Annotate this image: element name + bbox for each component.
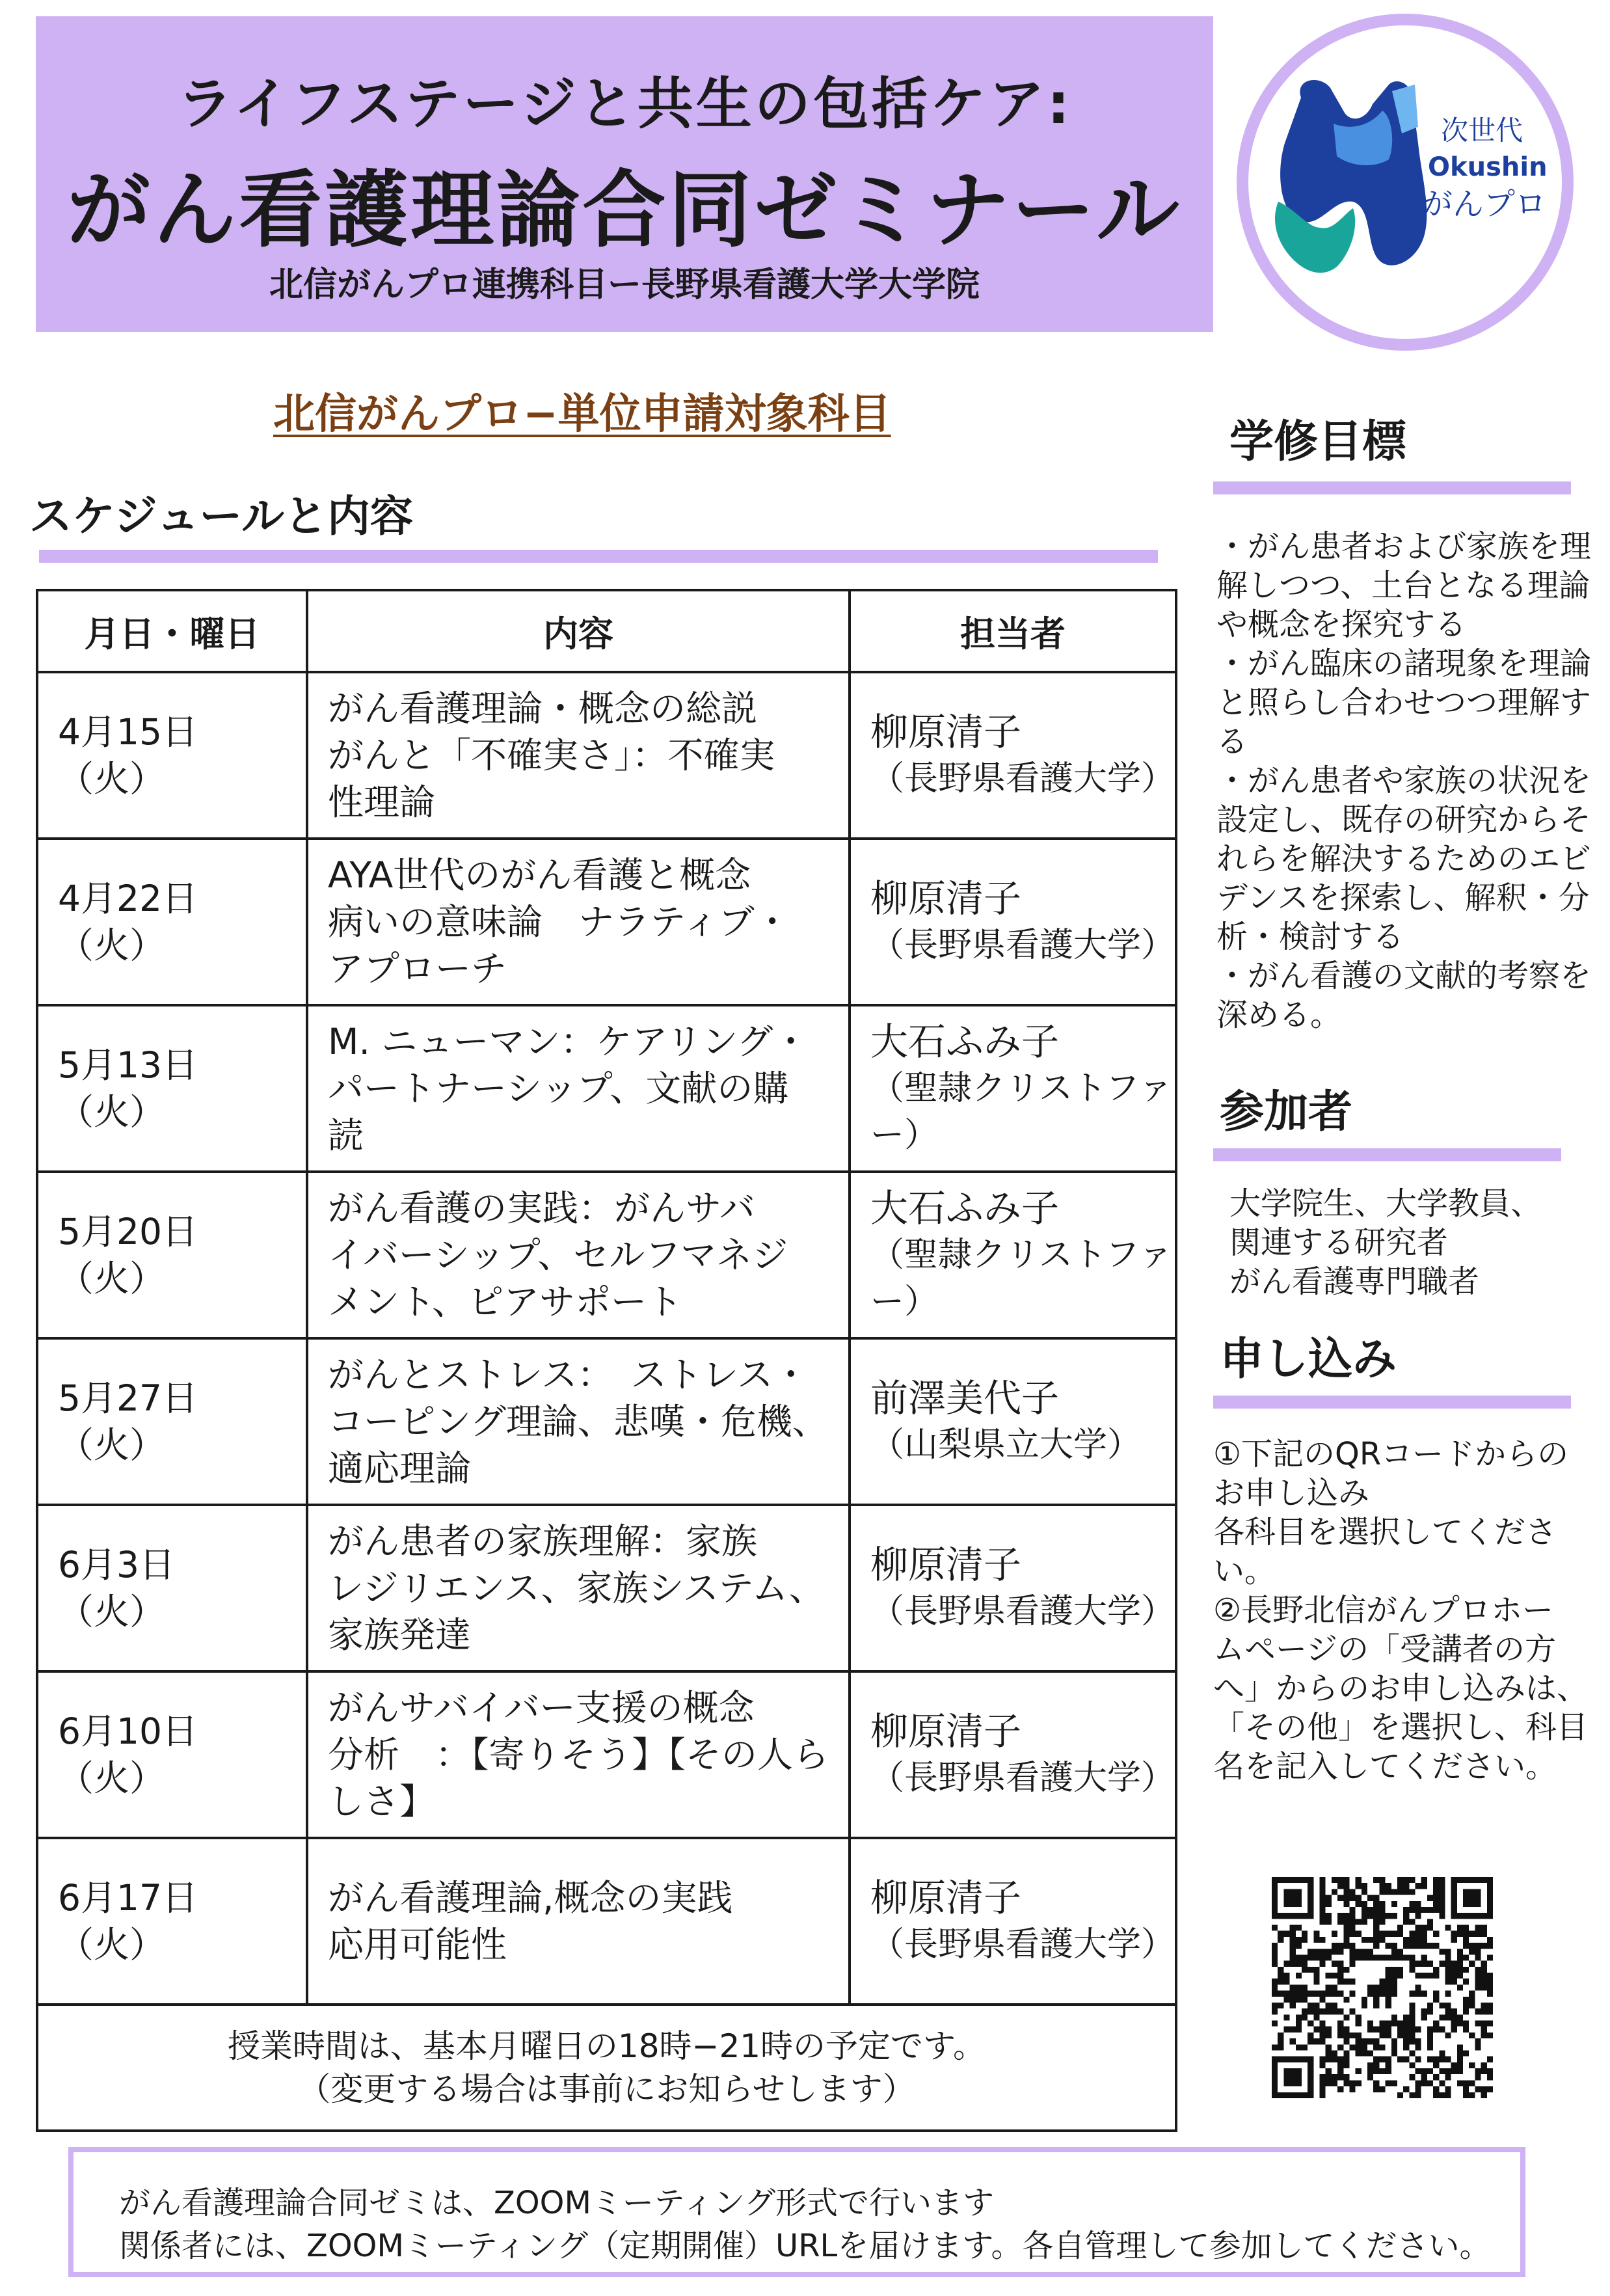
session-content-line: アプローチ [328, 948, 507, 990]
schedule-title: スケジュールと内容 [29, 491, 414, 541]
session-instructor-cell [850, 672, 1176, 839]
logo-text-3: がんプロ [1421, 186, 1547, 223]
instructor-affiliation: （長野県看護大学） [870, 1925, 1175, 1964]
session-date-cell [37, 1505, 307, 1671]
instructor-affiliation: （聖隷クリストファー） [870, 1236, 1173, 1321]
header-affiliation: 北信がんプロ連携科目ー長野県看護大学大学院 [269, 265, 980, 304]
credit-heading: 北信がんプロ−単位申請対象科目 [273, 390, 891, 439]
session-content-line: しさ】 [328, 1781, 436, 1822]
zoom-notice-line-2: 関係者には、ZOOMミーティング（定期開催）URLを届けます。各自管理して参加してください。 [119, 2228, 1491, 2264]
class-time-note [37, 2005, 1176, 2131]
session-day: （火） [58, 925, 166, 966]
application-line: 名を記入してください。 [1213, 1748, 1557, 1785]
participants-line: がん看護専門職者 [1229, 1263, 1480, 1300]
column-header-person: 担当者 [850, 590, 1176, 672]
schedule-divider [39, 550, 1158, 563]
header-banner [36, 16, 1213, 332]
session-date: 4月15日 [58, 711, 198, 753]
session-instructor-cell [850, 839, 1176, 1005]
application-instructions [1213, 1435, 1588, 1786]
goals-line: デンスを探索し、解釈・分 [1216, 880, 1590, 916]
application-line: ②長野北信がんプロホー [1213, 1592, 1554, 1628]
session-day: （火） [58, 758, 166, 800]
session-instructor-cell [850, 1505, 1176, 1671]
schedule-table [36, 589, 1177, 2132]
table-row [37, 1338, 1176, 1505]
header-title: がん看護理論合同ゼミナール [67, 162, 1182, 259]
goals-line: ・がん看護の文献的考察を [1216, 958, 1592, 994]
goals-line: ・がん患者や家族の状況を [1216, 763, 1592, 799]
instructor-name: 柳原清子 [870, 1709, 1022, 1753]
session-date: 4月22日 [58, 878, 198, 919]
column-header-content: 内容 [307, 590, 850, 672]
session-date-cell [37, 1005, 307, 1172]
application-line: へ」からのお申し込みは、 [1213, 1670, 1589, 1707]
instructor-affiliation: （長野県看護大学） [870, 759, 1175, 798]
table-row [37, 1838, 1176, 2005]
session-content-cell [307, 1338, 850, 1505]
goals-list [1216, 527, 1591, 1034]
session-date: 6月17日 [58, 1877, 198, 1919]
table-row [37, 1505, 1176, 1671]
session-date-cell [37, 1838, 307, 2005]
goals-line: 析・検討する [1216, 919, 1404, 955]
session-content-line: がんサバイバー支援の概念 [328, 1687, 755, 1729]
goals-line: や概念を探究する [1216, 606, 1467, 643]
instructor-affiliation: （長野県看護大学） [870, 1759, 1175, 1798]
session-content-line: 分析 ：【寄りそう】【その人ら [328, 1734, 829, 1776]
session-content-line: がんとストレス： ストレス・ [328, 1354, 809, 1396]
instructor-name: 大石ふみ子 [870, 1186, 1060, 1230]
session-content-cell [307, 1671, 850, 1838]
session-content-cell [307, 1172, 850, 1338]
session-day: （火） [58, 1258, 166, 1299]
table-header-row [37, 590, 1176, 672]
session-date-cell [37, 839, 307, 1005]
application-line: ①下記のQRコードからの [1213, 1436, 1569, 1472]
application-line: 「その他」を選択し、科目 [1213, 1709, 1589, 1746]
session-content-line: 家族発達 [328, 1614, 472, 1656]
session-content-line: がん看護理論,概念の実践 [328, 1877, 733, 1919]
session-content-cell [307, 672, 850, 839]
session-content-cell [307, 1505, 850, 1671]
instructor-name: 柳原清子 [870, 876, 1022, 921]
application-line: い。 [1213, 1553, 1276, 1589]
class-time-line-2: （変更する場合は事前にお知らせします） [298, 2070, 915, 2108]
session-content-line: がん看護理論・概念の総説 [328, 688, 758, 729]
participants-heading: 参加者 [1220, 1087, 1353, 1138]
session-content-line: 読 [328, 1114, 364, 1156]
goals-line: れらを解決するためのエビ [1216, 841, 1592, 877]
table-row [37, 1005, 1176, 1172]
session-date: 5月13日 [58, 1044, 198, 1086]
zoom-notice-box [68, 2147, 1525, 2277]
zoom-notice-line-1: がん看護理論合同ゼミは、ZOOMミーティング形式で行います [119, 2185, 995, 2221]
goals-line: ・がん患者および家族を理 [1216, 528, 1592, 565]
instructor-name: 柳原清子 [870, 710, 1022, 754]
goals-line: 解しつつ、土台となる理論 [1216, 567, 1590, 604]
instructor-affiliation: （長野県看護大学） [870, 1592, 1175, 1631]
participants-line: 関連する研究者 [1229, 1224, 1449, 1261]
application-line: お申し込み [1213, 1475, 1370, 1511]
session-day: （火） [58, 1924, 166, 1965]
session-date: 6月10日 [58, 1710, 198, 1752]
instructor-affiliation: （聖隷クリストファー） [870, 1069, 1173, 1155]
application-line: ムページの「受講者の方 [1213, 1631, 1557, 1668]
session-content-line: がんと「不確実さ」：不確実 [328, 735, 775, 776]
session-content-line: 性理論 [328, 781, 436, 823]
goals-line: ・がん臨床の諸現象を理論 [1216, 645, 1592, 682]
session-date-cell [37, 1671, 307, 1838]
table-row [37, 672, 1176, 839]
session-content-cell [307, 1005, 850, 1172]
session-date-cell [37, 1338, 307, 1505]
application-heading: 申し込み [1220, 1334, 1397, 1385]
session-content-line: AYA世代のがん看護と概念 [328, 854, 751, 896]
application-divider [1213, 1396, 1571, 1409]
session-date: 5月20日 [58, 1211, 198, 1252]
session-content-cell [307, 1838, 850, 2005]
application-qr-code[interactable] [1272, 1877, 1493, 2098]
session-content-line: がん患者の家族理解：家族 [328, 1520, 758, 1562]
session-content-line: レジリエンス、家族システム、 [328, 1567, 825, 1609]
session-day: （火） [58, 1424, 166, 1466]
instructor-name: 柳原清子 [870, 1543, 1022, 1587]
column-header-date: 月日・曜日 [37, 590, 307, 672]
class-time-line-1: 授業時間は、基本月曜日の18時−21時の予定です。 [227, 2027, 986, 2065]
session-content-line: 適応理論 [328, 1448, 472, 1489]
session-date-cell [37, 672, 307, 839]
session-instructor-cell [850, 1838, 1176, 2005]
instructor-affiliation: （山梨県立大学） [870, 1425, 1142, 1465]
participants-divider [1213, 1148, 1561, 1161]
session-day: （火） [58, 1757, 166, 1799]
session-date: 5月27日 [58, 1377, 198, 1419]
goals-divider [1213, 481, 1571, 494]
goals-line: と照らし合わせつつ理解す [1216, 684, 1592, 721]
session-content-line: 応用可能性 [328, 1924, 507, 1965]
session-content-line: 病いの意味論 ナラティブ・ [328, 901, 790, 943]
instructor-name: 大石ふみ子 [870, 1020, 1060, 1064]
header-subtitle: ライフステージと共生の包括ケア: [176, 72, 1073, 137]
session-date-cell [37, 1172, 307, 1338]
table-row [37, 1172, 1176, 1338]
goals-line: 深める。 [1216, 997, 1342, 1033]
goals-line: 設定し、既存の研究からそ [1216, 802, 1592, 838]
table-footer-row [37, 2005, 1176, 2131]
goals-line: る [1216, 723, 1248, 760]
okushin-logo [1223, 13, 1587, 351]
session-content-line: M. ニューマン：ケアリング・ [328, 1021, 809, 1062]
session-content-line: メント、ピアサポート [328, 1281, 683, 1323]
participants-line: 大学院生、大学教員、 [1229, 1185, 1542, 1222]
session-instructor-cell [850, 1005, 1176, 1172]
instructor-affiliation: （長野県看護大学） [870, 926, 1175, 965]
goals-heading: 学修目標 [1229, 416, 1407, 468]
session-content-cell [307, 839, 850, 1005]
zoom-notice-text [119, 2181, 1490, 2267]
session-instructor-cell [850, 1671, 1176, 1838]
session-content-line: コーピング理論、悲嘆・危機、 [328, 1401, 828, 1442]
logo-text-2: Okushin [1428, 152, 1548, 182]
session-content-line: イバーシップ、セルフマネジ [328, 1234, 788, 1276]
table-row [37, 1671, 1176, 1838]
session-instructor-cell [850, 1338, 1176, 1505]
session-content-line: パートナーシップ、文献の購 [328, 1068, 789, 1109]
session-day: （火） [58, 1591, 166, 1632]
session-day: （火） [58, 1091, 166, 1133]
instructor-name: 前澤美代子 [870, 1376, 1060, 1420]
session-content-line: がん看護の実践：がんサバ [328, 1187, 755, 1229]
session-date: 6月3日 [58, 1544, 175, 1586]
instructor-name: 柳原清子 [870, 1876, 1022, 1920]
participants-list [1229, 1184, 1542, 1301]
table-row [37, 839, 1176, 1005]
application-line: 各科目を選択してくださ [1213, 1514, 1557, 1550]
logo-text-1: 次世代 [1441, 115, 1523, 146]
session-instructor-cell [850, 1172, 1176, 1338]
